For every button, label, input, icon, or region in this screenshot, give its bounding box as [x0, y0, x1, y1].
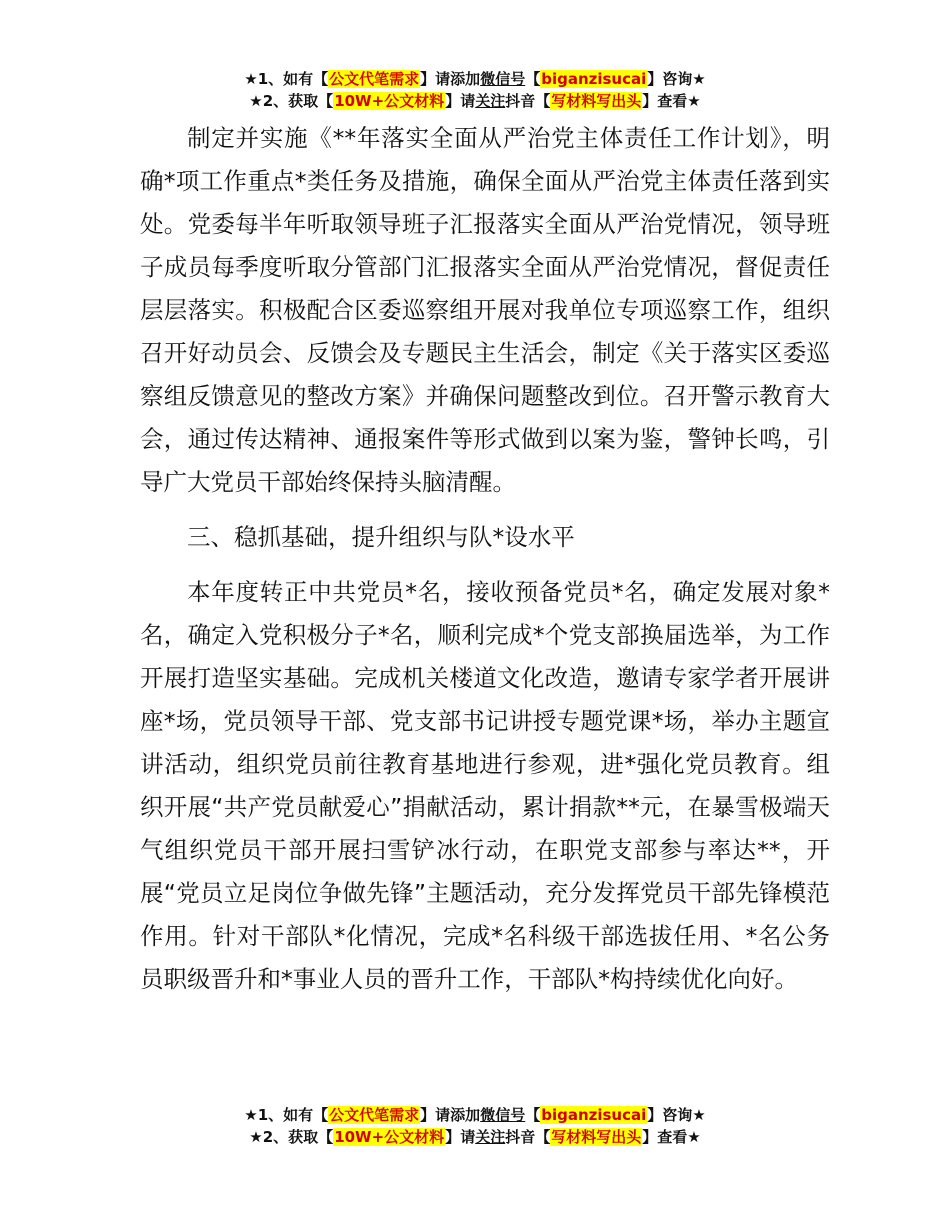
promo-highlight: 公文代笔需求 [329, 70, 420, 88]
promo-line-2: ★2、获取【10W+公文材料】请关注抖音【写材料写出头】查看★ [249, 1128, 701, 1146]
footer-promo-banner [0, 1104, 950, 1148]
promo-highlight: 10W+公文材料 [334, 92, 445, 110]
document-body [140, 117, 830, 1001]
promo-line-2: ★2、获取【10W+公文材料】请关注抖音【写材料写出头】查看★ [249, 92, 701, 110]
section-heading: 三、稳抓基础，提升组织与队*设水平 [187, 523, 575, 551]
douyin-account: 写材料写出头 [551, 1128, 642, 1146]
body-paragraph: 制定并实施《**年落实全面从严治党主体责任工作计划》，明确*项工作重点*类任务及措施，确保全面从严治党主体责任落到实处。党委每半年听取领导班子汇报落实全面从严治党情况，领导班子成员每季度听取分管部门汇报落实全面从严治党情况，督促责任层层落实。积极配合区委巡察组开展对我单位专项巡察工作，组织召开好动员会、反馈会及专题民主生活会，制定《关于落实区委巡察组反馈意见的整改方案》并确保问题整改到位。召开警示教育大会，通过传达精神、通报案件等形式做到以案为鉴，警钟长鸣，引导广大党员干部始终保持头脑清醒。 [140, 124, 830, 496]
header-promo-banner [0, 68, 950, 112]
body-paragraph: 本年度转正中共党员*名，接收预备党员*名，确定发展对象*名，确定入党积极分子*名，顺利完成*个党支部换届选举，为工作开展打造坚实基础。完成机关楼道文化改造，邀请专家学者开展讲座*场，党员领导干部、党支部书记讲授专题党课*场，举办主题宣讲活动，组织党员前往教育基地进行参观，进*强化党员教育。组织开展“共产党员献爱心”捐献活动，累计捐款**元，在暴雪极端天气组织党员干部开展扫雪铲冰行动，在职党支部参与率达**，开展“党员立足岗位争做先锋”主题活动，充分发挥党员干部先锋模范作用。针对干部队*化情况，完成*名科级干部选拔任用、*名公务员职级晋升和*事业人员的晋升工作，干部队*构持续优化向好。 [140, 578, 830, 993]
promo-line-1: ★1、如有【公文代笔需求】请添加微信号【biganzisucai】咨询★ [244, 1106, 706, 1124]
douyin-account: 写材料写出头 [551, 92, 642, 110]
promo-highlight: 公文代笔需求 [329, 1106, 420, 1124]
wechat-id: biganzisucai [541, 70, 647, 88]
promo-line-1: ★1、如有【公文代笔需求】请添加微信号【biganzisucai】咨询★ [244, 70, 706, 88]
wechat-id: biganzisucai [541, 1106, 647, 1124]
promo-highlight: 10W+公文材料 [334, 1128, 445, 1146]
